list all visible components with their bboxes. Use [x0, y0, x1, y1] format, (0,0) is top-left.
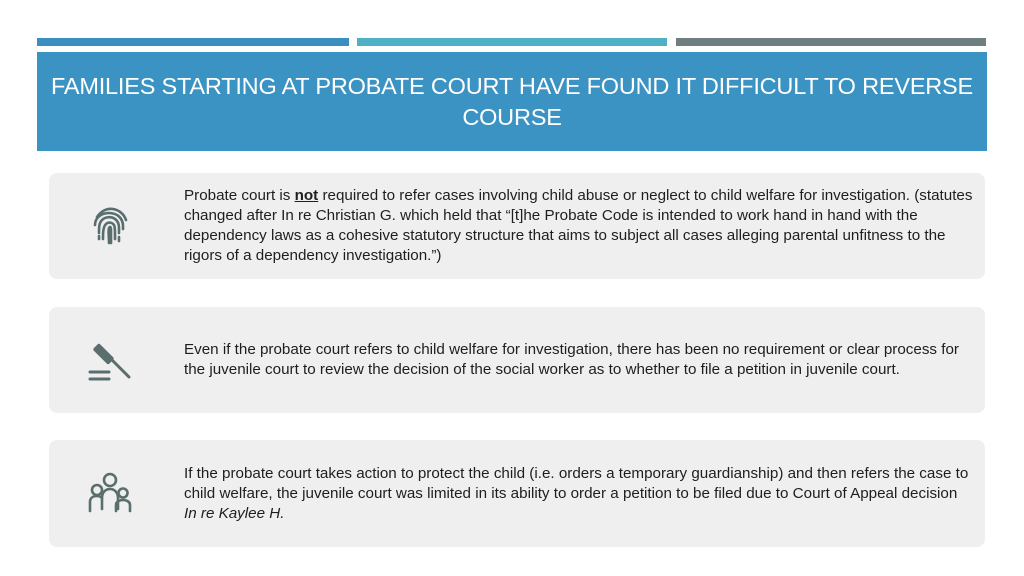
fingerprint-icon — [87, 203, 133, 249]
card-probate-referral — [49, 173, 985, 279]
title-band — [37, 52, 987, 151]
card-text — [184, 186, 973, 266]
accent-bar-teal — [357, 38, 667, 46]
card-text: Even if the probate court refers to child welfare for investigation, there has been no requirement or clear process for the juvenile court to review the decision of the social worker as to whether to file a petition in juvenile court. — [184, 341, 959, 378]
card-text — [184, 464, 973, 524]
accent-bar-blue — [37, 38, 349, 46]
family-icon — [87, 471, 133, 517]
gavel-icon — [87, 337, 133, 383]
accent-bar-gray — [676, 38, 986, 46]
case-name: In re Kaylee H. — [184, 504, 285, 522]
card-text-part: If the probate court takes action to protect the child (i.e. orders a temporary guardianship) and then refers the case to child welfare, the juvenile court was limited in its ability to order a petition to be filed due to Court of Appeal decision — [184, 464, 969, 502]
card-text-part: required to refer cases involving child abuse or neglect to child welfare for investigation. (statutes changed after In re Christian G. which held that “[t]he Probate Code is intended to work hand in hand with the dependency laws as a cohesive statutory structure that aims to subject all cases alleging parental unfitness to the rigors of a dependency investigation.”) — [184, 187, 973, 264]
emphasis-not: not — [294, 187, 319, 204]
page-title: FAMILIES STARTING AT PROBATE COURT HAVE FOUND IT DIFFICULT TO REVERSE COURSE — [50, 72, 974, 130]
card-no-review-process — [49, 307, 985, 413]
card-kaylee-decision — [49, 440, 985, 547]
card-text-part: Probate court is — [184, 187, 295, 204]
